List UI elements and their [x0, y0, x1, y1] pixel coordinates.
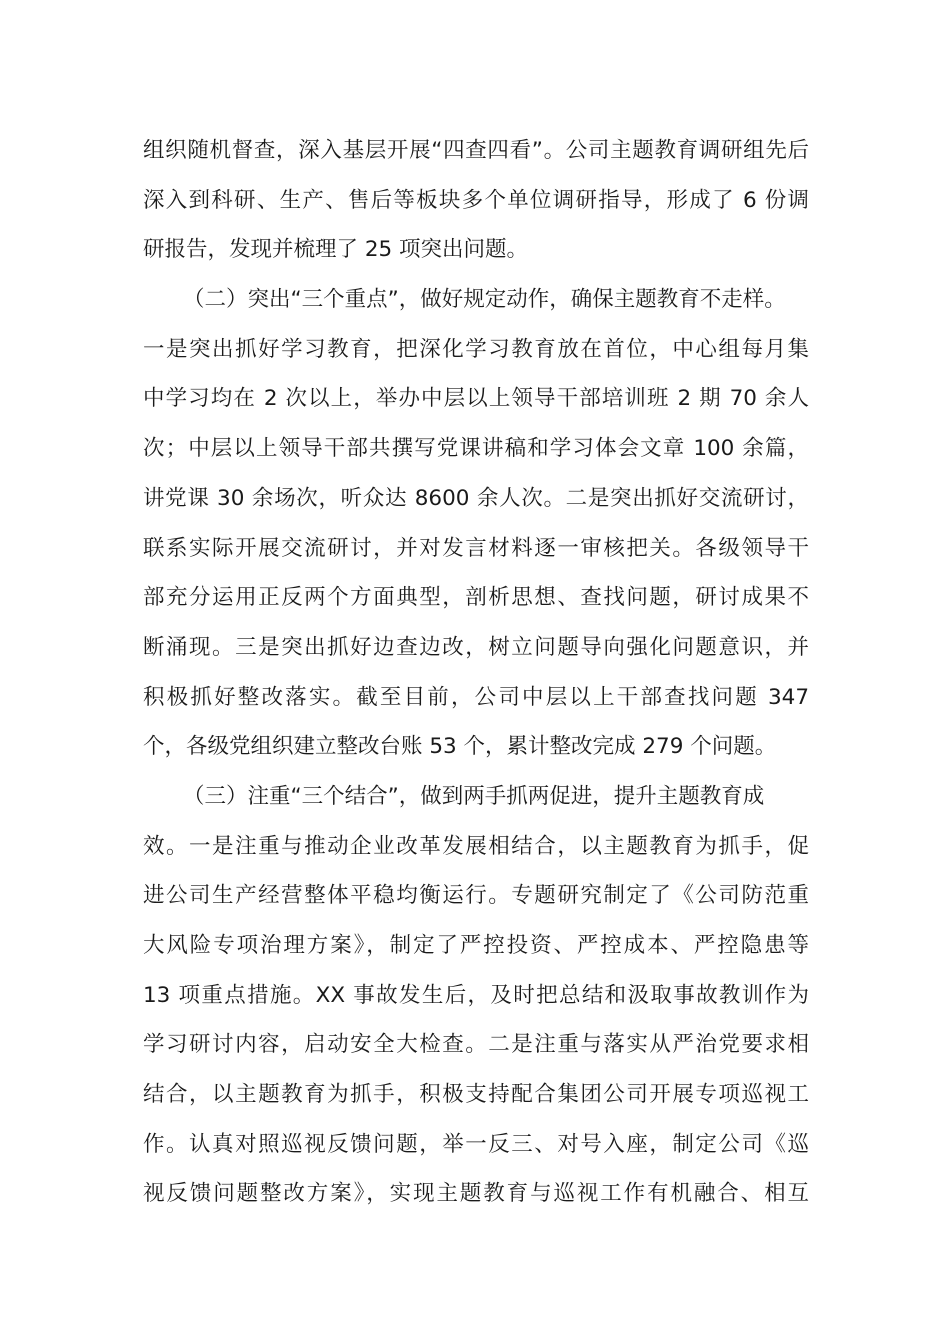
text-line: 组织随机督查，深入基层开展“四查四看”。公司主题教育调研组先后: [143, 138, 809, 163]
text-line: 个，各级党组织建立整改台账 53 个，累计整改完成 279 个问题。: [143, 734, 777, 760]
text-line: 作。认真对照巡视反馈问题，举一反三、对号入座，制定公司《巡: [143, 1131, 809, 1157]
section-heading: （二）突出“三个重点”，做好规定动作，确保主题教育不走样。: [183, 287, 786, 313]
text-line: 一是突出抓好学习教育，把深化学习教育放在首位，中心组每月集: [143, 336, 809, 362]
text-line: 次；中层以上领导干部共撰写党课讲稿和学习体会文章 100 余篇，: [143, 436, 809, 462]
text-line: 视反馈问题整改方案》，实现主题教育与巡视工作有机融合、相互: [143, 1181, 809, 1207]
section-heading: （三）注重“三个结合”，做到两手抓两促进，提升主题教育成: [183, 783, 765, 809]
text-line: 讲党课 30 余场次，听众达 8600 余人次。二是突出抓好交流研讨，: [143, 485, 809, 511]
text-line: 研报告，发现并梳理了 25 项突出问题。: [143, 237, 529, 263]
text-line: 效。一是注重与推动企业改革发展相结合，以主题教育为抓手，促: [143, 833, 809, 859]
document-body: [143, 126, 809, 1219]
text-line: 断涌现。三是突出抓好边查边改，树立问题导向强化问题意识，并: [143, 634, 809, 660]
text-line: 学习研讨内容，启动安全大检查。二是注重与落实从严治党要求相: [143, 1032, 809, 1058]
text-line: 大风险专项治理方案》，制定了严控投资、严控成本、严控隐患等: [143, 933, 809, 958]
text-line: 积极抓好整改落实。截至目前，公司中层以上干部查找问题 347: [143, 684, 809, 710]
text-line: 进公司生产经营整体平稳均衡运行。专题研究制定了《公司防范重: [143, 883, 809, 909]
text-line: 深入到科研、生产、售后等板块多个单位调研指导，形成了 6 份调: [143, 187, 809, 213]
text-line: 联系实际开展交流研讨，并对发言材料逐一审核把关。各级领导干: [143, 535, 809, 561]
text-line: 中学习均在 2 次以上，举办中层以上领导干部培训班 2 期 70 余人: [143, 386, 809, 412]
text-line: 部充分运用正反两个方面典型，剖析思想、查找问题，研讨成果不: [143, 585, 809, 611]
text-line: 13 项重点措施。XX 事故发生后，及时把总结和汲取事故教训作为: [143, 982, 809, 1008]
text-line: 结合，以主题教育为抓手，积极支持配合集团公司开展专项巡视工: [143, 1082, 809, 1108]
